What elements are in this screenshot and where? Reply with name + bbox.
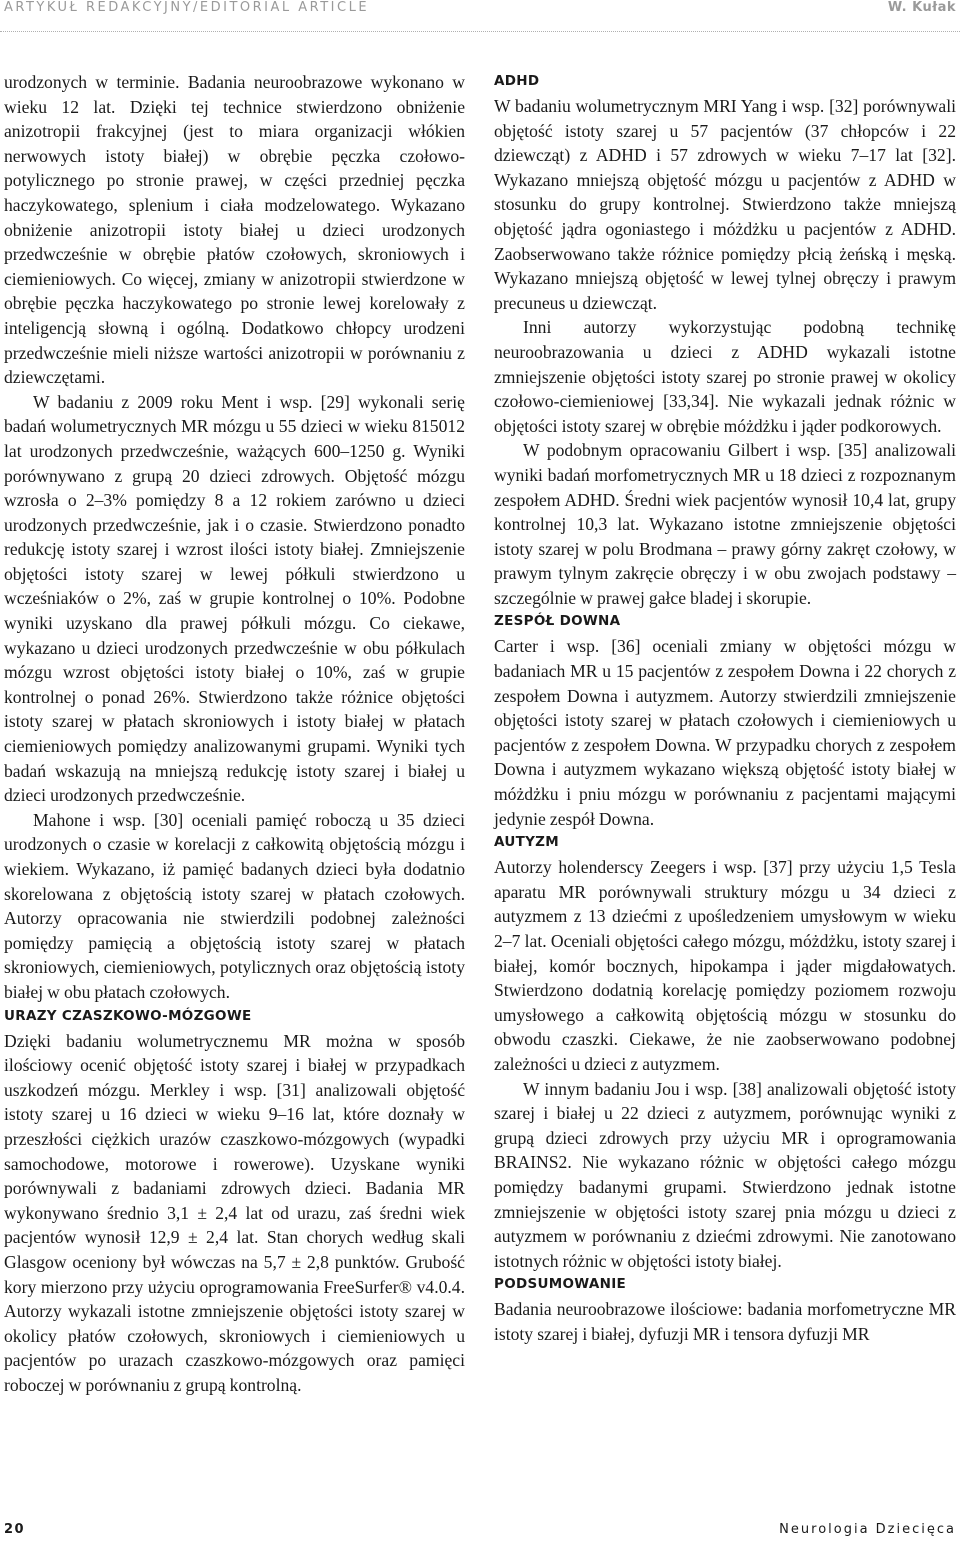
paragraph: W podobnym opracowaniu Gilbert i wsp. [35] analizowali wyniki badań morfometrycznych MR u 18 dzieci z rozpoznanym zespołem ADHD. Średni wiek pacjentów wynosił 10,4 lat, grupy kontrolnej 10,3 lat. Wykazano istotne zmniejszenie objętości istoty szarej w polu Brodmana – prawy górny zakręt czołowy, w prawym tylnym zakręcie obręczy i w obu zwojach podstawy – szczególnie w prawej gałce bladej i skorupie. bbox=[494, 440, 956, 608]
right-column bbox=[494, 70, 956, 1347]
paragraph: Autorzy holenderscy Zeegers i wsp. [37] przy użyciu 1,5 Tesla aparatu MR porównywali struktury mózgu u 34 dzieci z autyzmem z 13 dziećmi z upośledzeniem umysłowym w wieku 2–7 lat. Oceniali objętości całego mózgu, móżdżku, istoty szarej i białej, komór bocznych, hipokampa i jąder migdałowatych. Stwierdzono dodatnią korelację pomiędzy poziomem rozwoju umysłowego a całkowitą objętością mózgu w stosunku do obwodu czaszki. Ciekawe, że nie zaobserwowano podobnej zależności u dzieci z autyzmem. bbox=[494, 857, 956, 1074]
paragraph: W badaniu z 2009 roku Ment i wsp. [29] wykonali serię badań wolumetrycznych MR mózgu u 55 dzieci w wieku 815012 lat urodzonych przedwcześnie, ważących 600–1250 g. Wyniki porównywano z grupą 20 dzieci zdrowych. Objętość mózgu wzrosła o 2–3% pomiędzy 8 a 12 rokiem zarówno u dzieci urodzonych przedwcześnie, jak i o czasie. Stwierdzono ponadto redukcję istoty szarej i wzrost ilości istoty białej. Zmniejszenie objętości istoty szarej w lewej półkuli stwierdzono u wcześniaków o 2%, zaś w grupie kontrolnej o 10%. Podobne wyniki uzyskano dla prawej półkuli mózgu. Co ciekawe, wykazano u dzieci urodzonych przedwcześnie w obu półkulach mózgu wzrost objętości istoty białej o 10%, zaś w grupie kontrolnej o ponad 26%. Stwierdzono także różnice objętości istoty szarej w płatach skroniowych i istoty białej w płatach ciemieniowych pomiędzy analizowanymi grupami. Wyniki tych badań wskazują na mniejszą redukcję istoty szarej i białej u dzieci urodzonych przedwcześnie. bbox=[4, 391, 465, 806]
running-header-section: ARTYKUŁ REDAKCYJNY/EDITORIAL ARTICLE bbox=[4, 0, 370, 15]
header-divider bbox=[0, 31, 960, 32]
page-number: 20 bbox=[4, 1522, 26, 1537]
paragraph: Carter i wsp. [36] oceniali zmiany w objętości mózgu w badaniach MR u 15 pacjentów z zespołem Downa i 22 chorych z zespołem Downa i autyzmem. Autorzy stwierdzili zmniejszenie objętości istoty szarej w płatach czołowych i ciemieniowych u pacjentów z zespołem Downa. W przypadku chorych z zespołem Downa i autyzmem wykazano większą objętość istoty białej w móżdżku i pniu mózgu w porównaniu z pacjentami mającymi jedynie zespół Downa. bbox=[494, 636, 956, 829]
paragraph: Mahone i wsp. [30] oceniali pamięć roboczą u 35 dzieci urodzonych o czasie w korelacji z całkowitą objętością mózgu i wiekiem. Wykazano, iż pamięć badanych dzieci była dodatnio skorelowana z objętością istoty szarej w płatach czołowych. Autorzy opracowania nie stwierdzili podobnej zależności pomiędzy pamięcią a objętością istoty szarej w płatach skroniowych, ciemieniowych, potylicznych oraz objętością istoty białej w obu płatach czołowych. bbox=[4, 809, 465, 1002]
paragraph: Badania neuroobrazowe ilościowe: badania morfometryczne MR istoty szarej i białej, dyfuzji MR i tensora dyfuzji MR bbox=[494, 1299, 956, 1344]
running-header-author: W. Kułak bbox=[887, 0, 956, 15]
section-heading-podsumowanie: PODSUMOWANIE bbox=[494, 1276, 627, 1293]
paragraph: Inni autorzy wykorzystując podobną technikę neuroobrazowania u dzieci z ADHD wykazali istotne zmniejszenie objętości istoty szarej po stronie prawej w okolicy czołowo-ciemieniowej [33,34]. Nie wykazali jednak różnic w objętości istoty szarej w obrębie móżdżku i jąder podkorowych. bbox=[494, 317, 956, 436]
left-column bbox=[4, 70, 465, 1397]
section-heading-autyzm: AUTYZM bbox=[494, 834, 560, 851]
paragraph: W innym badaniu Jou i wsp. [38] analizowali objętość istoty szarej i białej u 22 dzieci z autyzmem, porównując wyniki z grupą dzieci zdrowych przy użyciu MR i oprogramowania BRAINS2. Nie wykazano różnic w objętości całego mózgu pomiędzy badanymi grupami. Stwierdzono jednak istotne zmniejszenie w objętości istoty szarej pnia mózgu u dzieci z autyzmem w porównaniu z dziećmi zdrowymi. Nie zanotowano istotnych różnic w objętości istoty białej. bbox=[494, 1078, 956, 1271]
section-heading-urazy: URAZY CZASZKOWO-MÓZGOWE bbox=[4, 1007, 252, 1024]
paragraph: Dzięki badaniu wolumetrycznemu MR można w sposób ilościowy ocenić objętość istoty szarej i białej w przypadkach uszkodzeń mózgu. Merkley i wsp. [31] analizowali objętość istoty szarej u 16 dzieci w wieku 9–16 lat, które doznały w przeszłości ciężkich urazów czaszkowo-mózgowych (wypadki samochodowe, motorowe i rowerowe). Uzyskane wyniki porównywali z badaniami zdrowych dzieci. Badania MR wykonywano średnio 3,1 ± 2,4 lat od urazu, zaś średni wiek pacjentów wynosił 12,9 ± 2,4 lat. Stan chorych według skali Glasgow oceniony był wówczas na 5,7 ± 2,8 punktów. Grubość kory mierzono przy użyciu oprogramowania FreeSurfer® v4.0.4. Autorzy wykazali istotne zmniejszenie objętości istoty szarej w okolicy płatów czołowych, skroniowych i ciemieniowych u pacjentów po urazach czaszkowo-mózgowych oraz pamięci roboczej w porównaniu z grupą kontrolną. bbox=[4, 1030, 465, 1395]
journal-name: Neurologia Dziecięca bbox=[779, 1522, 956, 1537]
section-heading-down: ZESPÓŁ DOWNA bbox=[494, 613, 621, 630]
paragraph: urodzonych w terminie. Badania neuroobrazowe wykonano w wieku 12 lat. Dzięki tej technice stwierdzono obniżenie anizotropii frakcyjnej (jest to miara organizacji włókien nerwowych istoty białej) w obrębie pęczka czołowo-potylicznego po stronie prawej, w części przedniej pęczka haczykowatego, splenium i ciała modzelowatego. Wykazano obniżenie anizotropii istoty białej u dzieci urodzonych przedwcześnie w obrębie płatów czołowych, skroniowych i ciemieniowych. Co więcej, zmiany w anizotropii stwierdzone w obrębie pęczka haczykowatego po stronie lewej korelowały z inteligencją słowną i ogólną. Dodatkowo chłopcy urodzeni przedwcześnie mieli niższe wartości anizotropii w porównaniu z dziewczętami. bbox=[4, 72, 465, 388]
section-heading-adhd: ADHD bbox=[494, 73, 540, 89]
paragraph: W badaniu wolumetrycznym MRI Yang i wsp. [32] porównywali objętość istoty szarej u 57 pacjentów (37 chłopców i 22 dziewcząt) z ADHD i 57 zdrowych w wieku 7–17 lat [32]. Wykazano mniejszą objętość mózgu u pacjentów z ADHD w stosunku do grupy kontrolnej. Stwierdzono także mniejszą objętość jądra ogoniastego i móżdżku u pacjentów z ADHD. Zaobserwowano także różnice pomiędzy płcią żeńską i męską. Wykazano mniejszą objętość w lewej tylnej obręczy i prawym precuneus u dziewcząt. bbox=[494, 96, 956, 313]
